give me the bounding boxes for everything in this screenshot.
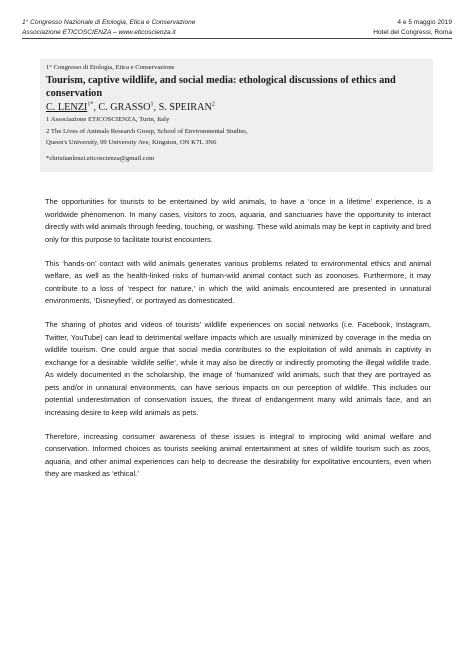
congress-venue: Hotel dei Congressi, Roma (373, 28, 452, 36)
abstract-header-box (40, 59, 433, 172)
congress-name: 1° Congresso Nazionale di Etologia, Etica e Conservazione (22, 19, 196, 26)
body-paragraph: The sharing of photos and videos of tourists’ wildlife experiences on social networks (i.e. Facebook, Instagram, Twitter, YouTube) can lead to detrimental welfare impacts which are usually minimized by coverage in the media on wildlife tourism. One could argue that social media contributes to the exploitation of wild animals in captivity in exchange for a desirable ‘wildlife selfie’, while it may also be directly or indirectly promoting the illegal wildlife trade. As widely documented in the scholarship, the image of ‘humanized’ wild animals, such that they are portrayed as pets and/or in unnatural environments, can have serious impacts on our perception of wildlife. This includes our potential underestimation of conservation issues, the threat of endangerment many wild animals face, and an increasing desire to keep wild animals as pets. (45, 320, 431, 417)
body-paragraph: Therefore, increasing consumer awareness of these issues is integral to improcing wild animal welfare and conservation. Informed choices as tourists seeking animal entertainment at sites of wildlife tourism such as zoos, aquaria, and other animal experiences can help to decrease the desirability for expolitative encounters, even when they are masked as ‘ethical.’ (45, 431, 431, 478)
author-name: C. GRASSO (98, 102, 151, 113)
header-row-2 (22, 28, 452, 38)
page-header (22, 18, 452, 39)
body-paragraph: The opportunities for tourists to be entertained by wild animals, to have a ‘once in a lifetime’ experience, is a worldwide phenomenon. In many cases, visitors to zoos, aquaria, and sanctuaries have the opportunity to interact directly with wild animals through feeding, touching, or washing. These wild animals may be kept in captivity and bred only for this purpose to facilitate tourist encounters. (45, 197, 431, 244)
author-superscript: 1* (87, 101, 94, 108)
contact-email: *christianlenzi.eticoscienza@gmail.com (46, 154, 155, 162)
author-name: C. LENZI (46, 102, 88, 113)
affiliation-1: 1 Associazione ETICOSCIENZA, Turin, Italy (46, 116, 170, 123)
author-name: S. SPEIRAN (158, 102, 212, 113)
affiliation-2a: 2 The Lives of Animals Research Group, School of Environmental Studies, (46, 127, 248, 135)
author-list: C. $LENZI^{1*}$, C. GRASSO$^1$, S. SPEIRAN$^2$ (46, 101, 215, 113)
affiliation-2b: Queen's University, 99 University Ave, Kingston, ON K7L 3N6 (46, 139, 217, 146)
header-row-1 (22, 18, 452, 28)
paper-title: Tourism, captive wildlife, and social media: ethological discussions of ethics and conservation (46, 75, 396, 99)
body-paragraph: This ‘hands-on’ contact with wild animals generates various problems related to environmental ethics and animal welfare, as well as the health-linked risks of human-wild animal contact such as zoonoses. Furthermore, it may contribute to a loss of ‘respect for nature,’ in which the wild animals encountered are presented in unnatural environments, ‘Disneyfied’, or portrayed as domesticated. (45, 258, 431, 305)
conference-label: 1° Congresso di Etologia, Etica e Conservazione (46, 64, 175, 71)
author-superscript: 2 (211, 101, 215, 108)
organizer-name: Associazione ETICOSCIENZA – www.eticoscienza.it (22, 28, 176, 36)
abstract-body (45, 196, 431, 492)
author-superscript: 1 (150, 101, 154, 108)
congress-dates: 4 e 5 maggio 2019 (397, 19, 452, 26)
